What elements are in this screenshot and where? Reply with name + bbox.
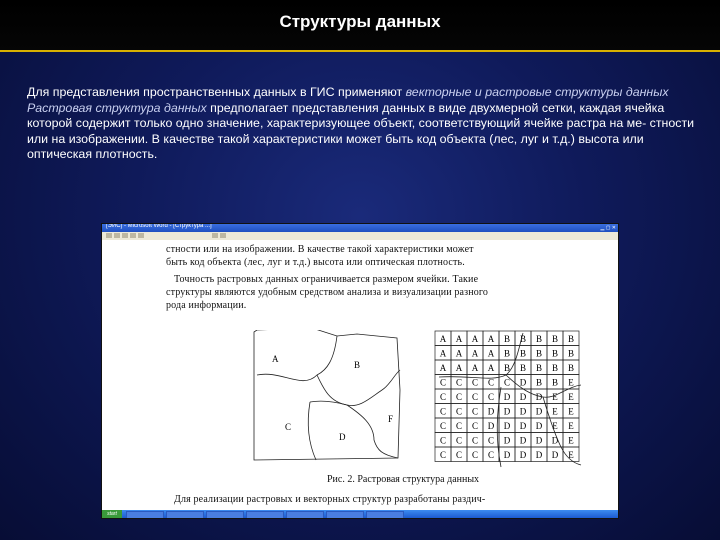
grid-boundary-line — [543, 397, 581, 465]
raster-term: Растровая структура данных — [27, 100, 207, 115]
grid-cell-label: B — [551, 348, 559, 359]
grid-cell-label: B — [551, 363, 559, 373]
grid-cell-label: C — [439, 421, 447, 431]
doc-line: быть код объекта (лес, луг и т.д.) высота или оптическая плотность. — [166, 257, 465, 268]
grid-cell-label: C — [455, 377, 463, 388]
taskbar-item[interactable] — [206, 511, 244, 519]
map-label: F — [388, 414, 394, 424]
toolbar-button[interactable] — [138, 233, 144, 238]
grid-cell-label: D — [487, 406, 495, 417]
grid-cell-label: A — [471, 334, 479, 344]
grid-cell-label: D — [535, 392, 543, 402]
grid-cell-label: C — [471, 435, 479, 446]
slide-body — [27, 85, 707, 163]
grid-cell-label: C — [487, 435, 495, 446]
window-titlebar — [102, 224, 618, 232]
grid-cell-label: D — [535, 421, 543, 431]
grid-cell-label: D — [519, 392, 527, 402]
grid-cell-label: E — [568, 435, 574, 446]
grid-cell-label: D — [503, 421, 511, 431]
grid-cell-label: B — [535, 348, 543, 359]
grid-cell-label: D — [503, 435, 511, 446]
start-button[interactable]: start — [102, 510, 122, 518]
grid-cell-label: C — [471, 377, 479, 388]
grid-cell-label: A — [487, 348, 495, 359]
grid-cell-label: A — [455, 348, 463, 359]
grid-cell-label: D — [487, 421, 495, 431]
grid-cell-label: C — [455, 435, 463, 446]
figure-caption: Рис. 2. Растровая структура данных — [327, 474, 480, 485]
taskbar-item[interactable] — [166, 511, 204, 519]
slide-title: Структуры данных — [279, 12, 441, 31]
grid-cell-label: C — [471, 392, 479, 402]
grid-cell-label: B — [503, 334, 511, 344]
document-page — [152, 232, 575, 519]
taskbar-item[interactable] — [326, 511, 364, 519]
grid-cell-label: C — [439, 377, 447, 388]
grid-cell-label: A — [487, 334, 495, 344]
taskbar-item[interactable] — [126, 511, 164, 519]
grid-cell-label: D — [519, 421, 527, 431]
grid-cell-label: B — [535, 334, 543, 344]
window-controls-icon[interactable]: ▁ ▢ ✕ — [600, 225, 616, 231]
grid-cell-label: A — [439, 334, 447, 344]
raster-description: предполагает представления данных в виде двухмерной сетки, каждая ячейка которой содержит только одно значение, характеризующее объект, соответствующий ячейке растра на ме- стности или на изображении. В качестве такой характеристики может быть код объекта (лес, луг и т.д.) высота или оптическая плотность. — [27, 100, 695, 161]
grid-cell-label: D — [535, 406, 543, 417]
map-label: A — [272, 354, 279, 364]
grid-cell-label: A — [439, 363, 447, 373]
grid-cell-label: C — [455, 421, 463, 431]
grid-cell-label: D — [519, 435, 527, 446]
map-label: B — [354, 360, 361, 370]
grid-cell-label: E — [552, 406, 558, 417]
grid-cell-label: E — [568, 377, 574, 388]
window-title: [ЭИС] - Microsoft Word - [Структура ...] — [106, 223, 212, 229]
doc-line-bottom: Для реализации растровых и векторных структур разработаны раздич- — [174, 494, 486, 505]
grid-cell-label: C — [455, 406, 463, 417]
intro-highlight: векторные и растровые структуры данных — [405, 85, 669, 99]
grid-cell-label: B — [519, 363, 527, 373]
grid-cell-label: C — [503, 377, 511, 388]
doc-line: Точность растровых данных ограничивается размером ячейки. Такие — [174, 274, 479, 285]
grid-cell-label: C — [439, 450, 447, 460]
taskbar-item[interactable] — [366, 511, 404, 519]
taskbar-item[interactable] — [246, 511, 284, 519]
taskbar — [102, 510, 618, 518]
grid-cell-label: D — [503, 450, 511, 460]
toolbar-button[interactable] — [122, 233, 128, 238]
grid-cell-label: B — [503, 348, 511, 359]
embedded-screenshot — [101, 223, 619, 519]
grid-cell-label: E — [568, 406, 574, 417]
grid-cell-label: A — [471, 348, 479, 359]
grid-cell-label: B — [551, 377, 559, 388]
grid-cell-label: B — [519, 334, 527, 344]
grid-cell-label: C — [455, 450, 463, 460]
grid-cell-label: E — [552, 421, 558, 431]
grid-cell-label: A — [471, 363, 479, 373]
grid-cell-label: B — [551, 334, 559, 344]
grid-cell-label: D — [519, 377, 527, 388]
doc-line: рода информации. — [166, 300, 247, 311]
doc-line: структуры являются удобным средством анализа и визуализации разного — [166, 287, 489, 298]
grid-cell-label: C — [487, 392, 495, 402]
grid-cell-label: C — [439, 406, 447, 417]
toolbar-button[interactable] — [130, 233, 136, 238]
grid-cell-label: C — [471, 421, 479, 431]
map-label: D — [339, 432, 346, 442]
doc-line: стности или на изображении. В качестве такой характеристики может — [166, 244, 474, 255]
map-label: C — [285, 422, 292, 432]
grid-cell-label: D — [519, 450, 527, 460]
title-bar — [0, 0, 720, 52]
grid-cell-label: A — [439, 348, 447, 359]
grid-cell-label: A — [455, 334, 463, 344]
grid-cell-label: C — [471, 406, 479, 417]
grid-cell-label: D — [503, 406, 511, 417]
grid-cell-label: A — [455, 363, 463, 373]
grid-cell-label: B — [535, 377, 543, 388]
grid-cell-label: B — [567, 334, 575, 344]
grid-cell-label: C — [471, 450, 479, 460]
grid-cell-label: E — [552, 392, 558, 402]
grid-cell-label: D — [551, 435, 559, 446]
grid-cell-label: B — [503, 363, 511, 373]
toolbar-button[interactable] — [106, 233, 112, 238]
toolbar-button[interactable] — [114, 233, 120, 238]
grid-cell-label: D — [503, 392, 511, 402]
raster-grid-figure — [431, 327, 589, 470]
grid-cell-label: D — [551, 450, 559, 460]
grid-cell-label: E — [568, 392, 574, 402]
grid-cell-label: D — [535, 450, 543, 460]
intro-text: Для представления пространственных данных в ГИС применяют — [27, 85, 406, 99]
grid-cell-label: B — [567, 348, 575, 359]
grid-cell-label: C — [439, 435, 447, 446]
grid-cell-label: B — [519, 348, 527, 359]
grid-cell-label: C — [487, 450, 495, 460]
grid-boundary-line — [439, 333, 523, 378]
grid-cell-label: C — [487, 377, 495, 388]
document-area — [102, 240, 618, 510]
grid-cell-label: C — [455, 392, 463, 402]
vector-map-figure — [252, 330, 402, 465]
grid-cell-label: A — [487, 363, 495, 373]
grid-cell-label: C — [439, 392, 447, 402]
grid-cell-label: E — [568, 450, 574, 460]
taskbar-item[interactable] — [286, 511, 324, 519]
grid-cell-label: D — [535, 435, 543, 446]
grid-cell-label: B — [535, 363, 543, 373]
grid-cell-label: D — [519, 406, 527, 417]
grid-cell-label: B — [567, 363, 575, 373]
grid-cell-label: E — [568, 421, 574, 431]
